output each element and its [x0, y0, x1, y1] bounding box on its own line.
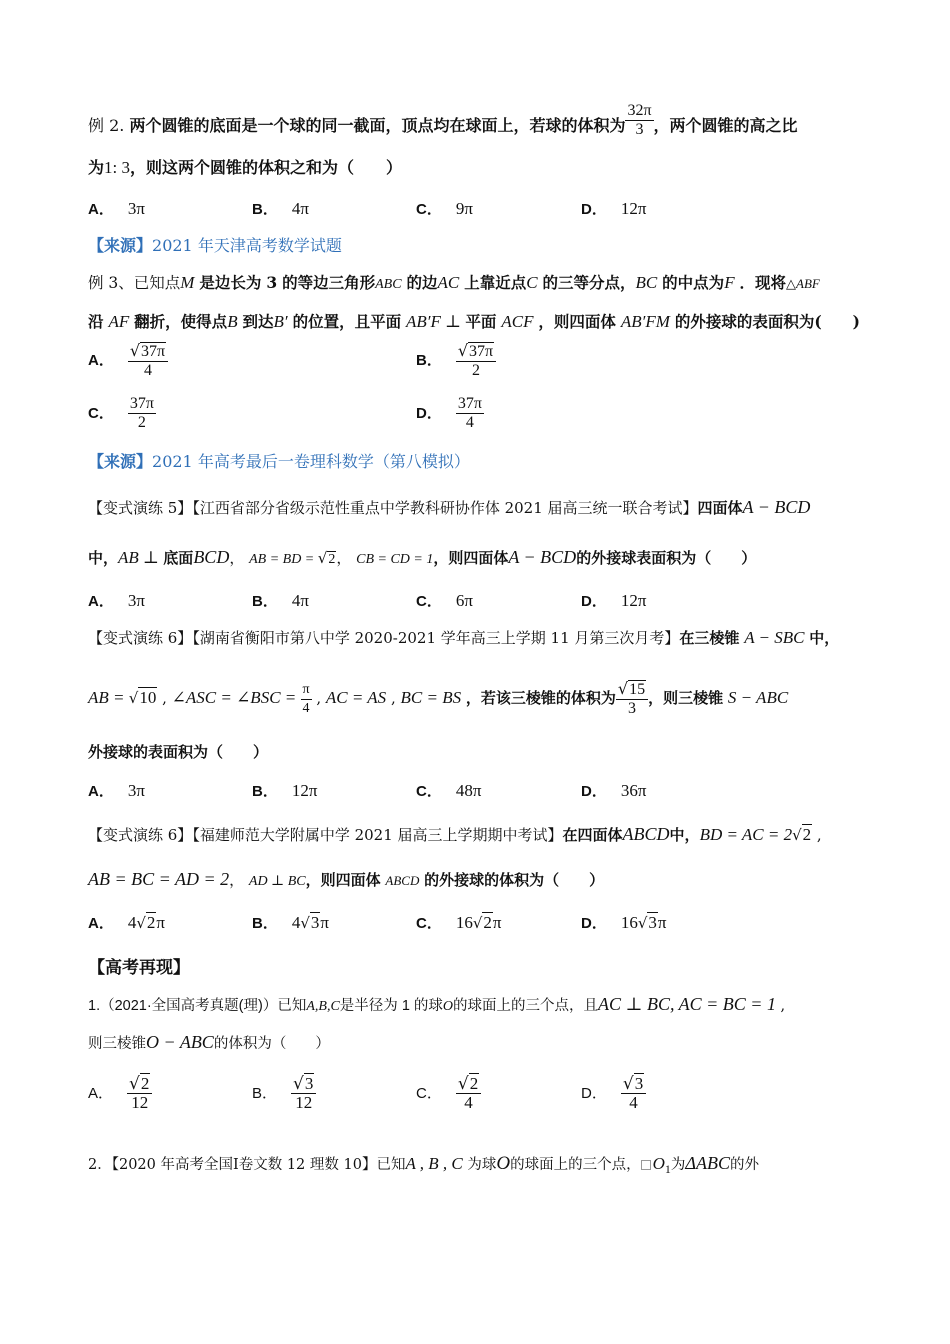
ex2-line2: 为1: 3，则这两个圆锥的体积之和为（ ）: [88, 158, 403, 177]
ex3-line2: 沿 AF 翻折，使得点B 到达B′ 的位置，且平面 AB′F ⊥ 平面 ACF ，则四面体 AB′FM 的外接球的表面积为( ): [88, 312, 861, 331]
gk-q1-option-a: A． $\frac{√2}{12}$: [88, 1075, 152, 1112]
ex2-option-b: B． 4π: [252, 199, 309, 218]
ex2-option-c: C． 9π: [416, 199, 473, 218]
ex3-source: 【来源】2021 年高考最后一卷理科数学（第八模拟）: [88, 452, 470, 471]
ex3-option-c: C． $\frac{37\pi}{2}$: [88, 395, 154, 431]
v6b-option-b: B． 4√3π: [252, 913, 329, 932]
v6b-option-d: D． 16√3π: [581, 913, 667, 932]
ex2-line1: [88, 102, 798, 139]
ex2-source: 【来源】2021 年天津高考数学试题: [88, 236, 342, 255]
gk-q1-option-d: D． $\frac{√3}{4}$: [581, 1075, 646, 1112]
ex3-option-b: B． $\frac{√37\pi}{2}$: [416, 342, 496, 380]
gaokao-heading: 【高考再现】: [88, 958, 190, 978]
ex2-option-d: D． 12π: [581, 199, 647, 218]
gk-q1-option-c: C． $\frac{√2}{4}$: [416, 1075, 481, 1112]
placeholder-box-icon: [641, 1160, 651, 1170]
v6a-line1: 【变式演练 6】【湖南省衡阳市第八中学 2020-2021 学年高三上学期 11 月第三次月考】在三棱锥 A − SBC 中，: [88, 628, 840, 647]
v6a-option-b: B． 12π: [252, 781, 318, 800]
ex2-ratio: 1: 3: [104, 158, 130, 177]
gk-q2-line1: 2．【2020 年高考全国Ⅰ卷文数 12 理数 10】已知A , B , C 为球O的球面上的三个点， $O_1$为ΔABC的外: [88, 1153, 759, 1176]
v6b-line1: 【变式演练 6】【福建师范大学附属中学 2021 届高三上学期期中考试】在四面体ABCD中，BD = AC = 2√2 ,: [88, 824, 822, 844]
ex3-option-d: D． $\frac{37\pi}{4}$: [416, 395, 482, 431]
v6a-option-c: C． 48π: [416, 781, 482, 800]
v5-option-b: B． 4π: [252, 591, 309, 610]
gk-q1-line2: 则三棱锥O − ABC的体积为（ ）: [88, 1032, 330, 1052]
ex3-line1: 例 3、已知点M 是边长为 3 的等边三角形ABC 的边AC 上靠近点C 的三等分点，BC 的中点为F ．现将△ABF: [88, 273, 820, 292]
ex2-text: 两个圆锥的底面是一个球的同一截面，顶点均在球面上，若球的体积为: [129, 116, 626, 135]
ex2-option-a: A． 3π: [88, 199, 145, 218]
v5-line2: 中，AB ⊥ 底面BCD， AB = BD = √2， CB = CD = 1，则四面体A − BCD的外接球表面积为（ ）: [88, 547, 757, 567]
ex3-option-a: A． $\frac{√37\pi}{4}$: [88, 342, 168, 380]
v6b-line2: AB = BC = AD = 2， AD ⊥ BC，则四面体 ABCD 的外接球的体积为（ ）: [88, 869, 605, 889]
v6a-line2: AB = √10 , ∠ASC = ∠BSC = $\frac{\pi}{4}$ , AC = AS , BC = BS ，若该三棱锥的体积为 $\frac{√15}{3}$ ，则三棱锥 S − ABC: [88, 679, 789, 717]
v6a-line3: 外接球的表面积为（ ）: [88, 743, 269, 761]
v5-option-d: D． 12π: [581, 591, 647, 610]
v6a-option-a: A． 3π: [88, 781, 145, 800]
gk-q1-option-b: B． $\frac{√3}{12}$: [252, 1075, 316, 1112]
v6a-option-d: D． 36π: [581, 781, 647, 800]
v5-line1: 【变式演练 5】【江西省部分省级示范性重点中学教科研协作体 2021 届高三统一联合考试】四面体A − BCD: [88, 497, 811, 517]
v6b-option-a: A． 4√2π: [88, 913, 165, 932]
v5-option-c: C． 6π: [416, 591, 473, 610]
gk-q1-line1: 1.（2021·全国高考真题(理)）已知A,B,C是半径为 1 的球O的球面上的三个点，且AC ⊥ BC, AC = BC = 1 ,: [88, 994, 786, 1014]
ex2-text-cont: ，两个圆锥的高之比: [653, 116, 798, 135]
v6b-option-c: C． 16√2π: [416, 913, 502, 932]
v5-option-a: A． 3π: [88, 591, 145, 610]
ex2-number: 例 2.: [88, 116, 130, 135]
ex2-volume-fraction: $\frac{32\pi}{3}$: [627, 102, 652, 138]
